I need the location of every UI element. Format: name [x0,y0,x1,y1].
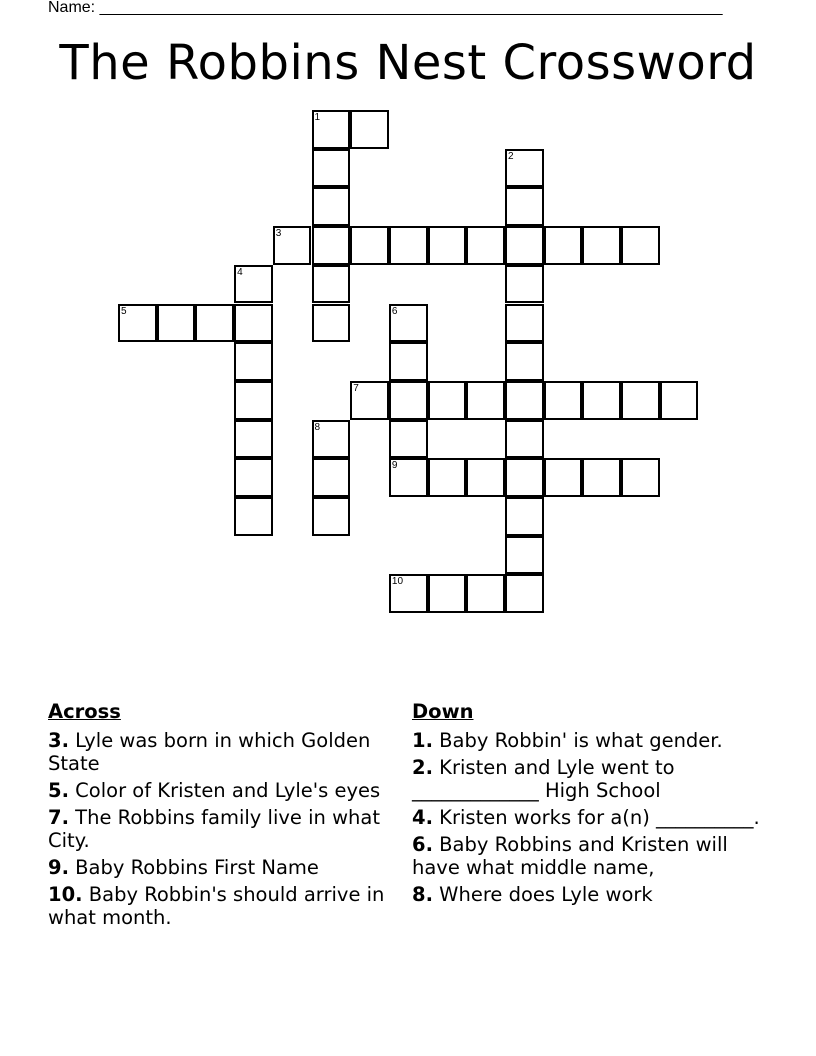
crossword-cell[interactable] [428,226,467,265]
crossword-cell[interactable] [350,226,389,265]
crossword-cell[interactable] [234,497,273,536]
clue-number: 8. [412,883,433,906]
cell-number: 3 [275,228,282,240]
crossword-cell[interactable] [312,304,351,343]
crossword-cell[interactable] [389,226,428,265]
crossword-cell[interactable] [234,265,273,304]
clue-text: Where does Lyle work [432,883,653,906]
crossword-cell[interactable] [118,304,157,343]
crossword-cell[interactable] [234,342,273,381]
cell-number: 7 [353,382,359,394]
down-heading: Down [412,700,474,723]
across-clue-10 [48,883,388,929]
crossword-cell[interactable] [544,381,583,420]
across-clue-5 [48,779,388,802]
crossword-cell[interactable] [466,574,505,613]
crossword-cell[interactable] [505,226,544,265]
crossword-cell[interactable] [195,304,234,343]
clue-number: 6. [412,833,433,856]
crossword-cell[interactable] [312,110,351,149]
down-clue-4 [412,806,772,829]
clue-text: Kristen and Lyle went to _____________ High School [412,756,675,802]
crossword-cell[interactable] [234,304,273,343]
crossword-cell[interactable] [389,420,428,459]
across-clue-3 [48,729,388,775]
crossword-cell[interactable] [466,381,505,420]
crossword-cell[interactable] [389,458,428,497]
clue-number: 5. [48,779,69,802]
crossword-cell[interactable] [312,226,351,265]
crossword-cell[interactable] [350,381,389,420]
cell-number: 6 [391,305,398,317]
crossword-cell[interactable] [660,381,699,420]
crossword-cell[interactable] [582,458,621,497]
crossword-cell[interactable] [234,420,273,459]
crossword-cell[interactable] [312,420,351,459]
crossword-cell[interactable] [505,497,544,536]
crossword-cell[interactable] [582,381,621,420]
crossword-cell[interactable] [544,458,583,497]
crossword-cell[interactable] [389,381,428,420]
crossword-cell[interactable] [505,420,544,459]
clue-text: Lyle was born in which Golden State [48,729,371,775]
crossword-cell[interactable] [312,149,351,188]
crossword-cell[interactable] [389,574,428,613]
crossword-cell[interactable] [505,304,544,343]
crossword-cell[interactable] [505,381,544,420]
crossword-cell[interactable] [389,304,428,343]
crossword-cell[interactable] [466,458,505,497]
crossword-cell[interactable] [428,381,467,420]
crossword-cell[interactable] [466,226,505,265]
across-clue-7 [48,806,388,852]
crossword-cell[interactable] [621,226,660,265]
crossword-cell[interactable] [621,381,660,420]
across-clues [48,700,388,933]
crossword-cell[interactable] [312,187,351,226]
crossword-cell[interactable] [428,574,467,613]
clue-text: Baby Robbins First Name [68,856,319,879]
down-clue-8 [412,883,772,906]
clue-number: 9. [48,856,69,879]
crossword-cell[interactable] [312,265,351,304]
crossword-cell[interactable] [234,458,273,497]
page-title: The Robbins Nest Crossword [59,35,757,91]
across-heading: Across [48,700,121,723]
clue-text: Baby Robbin's should arrive in what month. [48,883,385,929]
crossword-cell[interactable] [312,458,351,497]
crossword-cell[interactable] [505,458,544,497]
clue-number: 4. [412,806,433,829]
crossword-cell[interactable] [505,149,544,188]
across-clue-9 [48,856,388,879]
clue-number: 7. [48,806,69,829]
crossword-cell[interactable] [621,458,660,497]
cell-number: 2 [508,150,514,162]
clue-text: Baby Robbin' is what gender. [432,729,723,752]
down-clue-6 [412,833,772,879]
crossword-cell[interactable] [273,226,312,265]
crossword-cell[interactable] [234,381,273,420]
crossword-cell[interactable] [389,342,428,381]
clue-text: Kristen works for a(n) __________. [432,806,760,829]
cell-number: 4 [237,266,243,278]
crossword-cell[interactable] [505,265,544,304]
cell-number: 5 [121,305,127,317]
down-clue-1 [412,729,772,752]
crossword-cell[interactable] [505,342,544,381]
crossword-cell[interactable] [505,574,544,613]
crossword-cell[interactable] [505,187,544,226]
crossword-cell[interactable] [582,226,621,265]
cell-number: 9 [391,460,398,472]
name-field-label: Name: ______________________________________________________________________ [48,0,723,16]
crossword-cell[interactable] [157,304,196,343]
crossword-cell[interactable] [544,226,583,265]
cell-number: 8 [314,421,321,433]
crossword-cell[interactable] [505,536,544,575]
cell-number: 10 [391,576,404,588]
clue-number: 10. [48,883,83,906]
clue-number: 2. [412,756,433,779]
down-clue-2 [412,756,772,802]
clue-text: Baby Robbins and Kristen will have what middle name, [412,833,728,879]
clue-text: Color of Kristen and Lyle's eyes [68,779,381,802]
down-clues [412,700,772,910]
cell-number: 1 [314,112,321,123]
clue-number: 1. [412,729,433,752]
clue-number: 3. [48,729,69,752]
crossword-cell[interactable] [428,458,467,497]
crossword-cell[interactable] [350,110,389,149]
crossword-cell[interactable] [312,497,351,536]
clue-text: The Robbins family live in what City. [48,806,380,852]
